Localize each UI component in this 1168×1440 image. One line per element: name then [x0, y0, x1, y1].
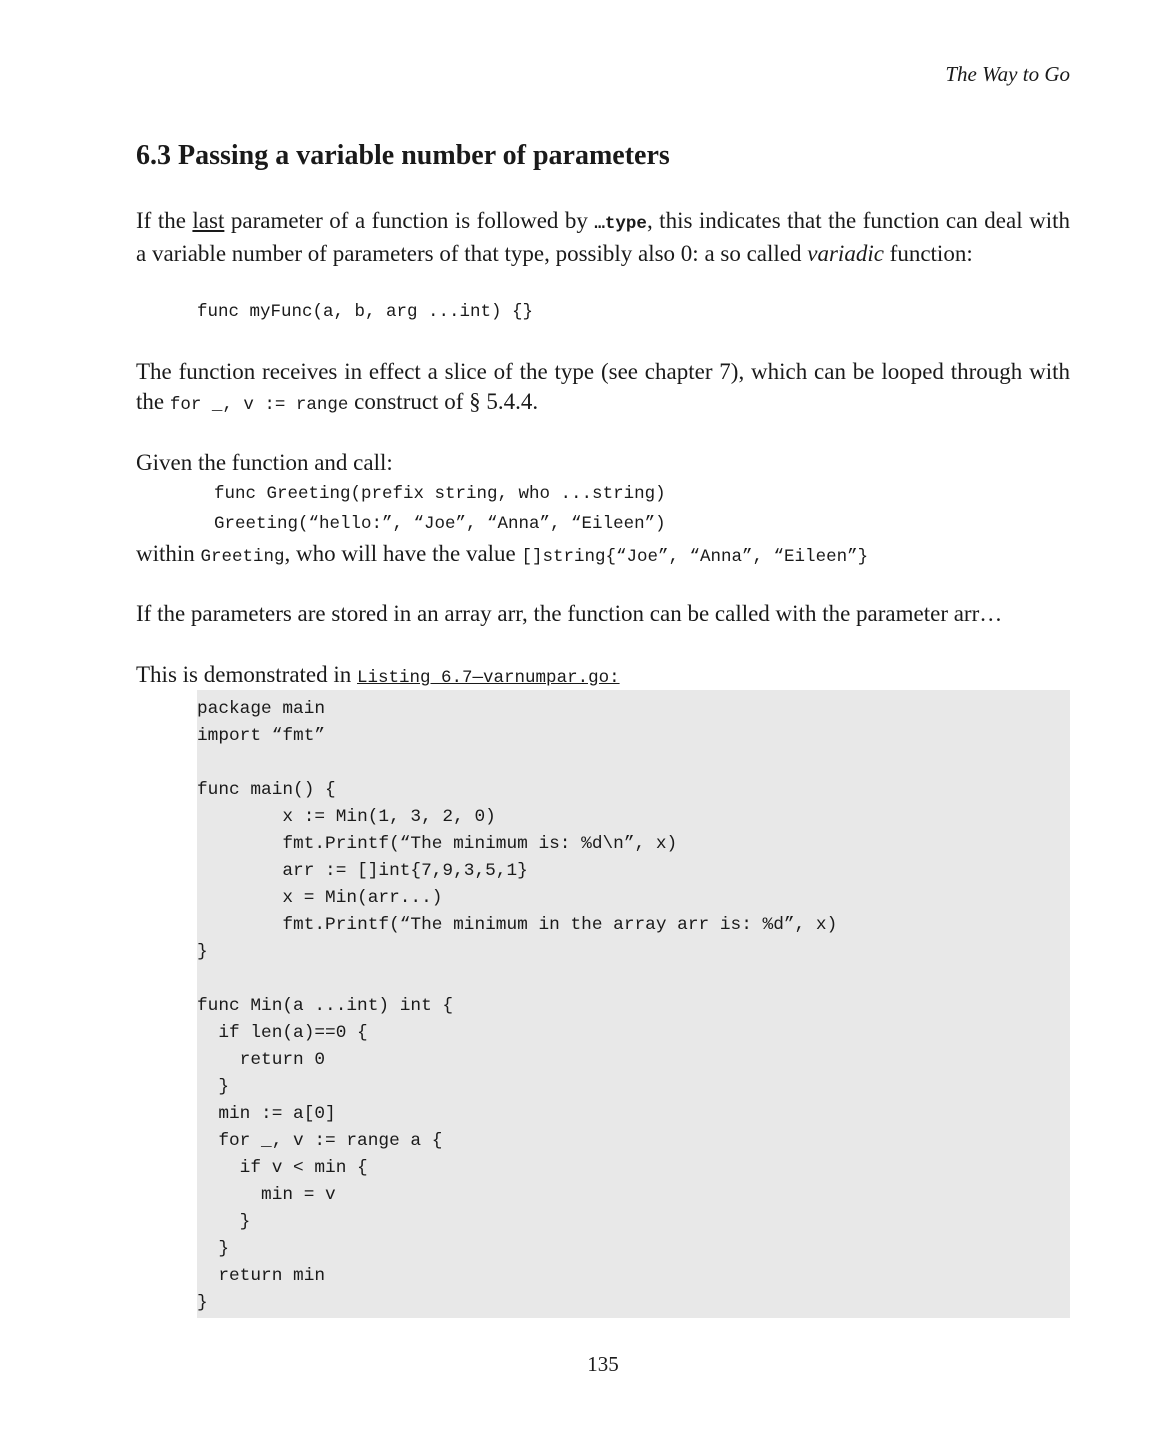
- text: The function receives in effect a slice of the type (see chapter 7), which can be looped through with the: [136, 359, 1070, 414]
- text: construct of § 5.4.4.: [348, 389, 539, 414]
- running-header: The Way to Go: [945, 62, 1070, 86]
- code-greeting-signature: func Greeting(prefix string, who ...string): [214, 484, 666, 504]
- text: This is demonstrated in: [136, 662, 358, 687]
- text: parameter of a function is followed by: [224, 208, 595, 233]
- text: If the: [136, 208, 193, 233]
- code-listing: [197, 690, 1070, 1318]
- text: function:: [883, 241, 973, 266]
- paragraph-within: [136, 539, 1070, 572]
- text: within: [136, 541, 201, 566]
- listing-code: package main import “fmt” func main() { x := Min(1, 3, 2, 0) fmt.Printf(“The minimum is: %d\n”, x) arr := []int{7,9,3,5,1} x = Min(arr...) fmt.Printf(“The minimum in the array arr is: %d”, x) } func Min(a ...int) int { if len(a)==0 { return 0 } min := a[0] for _, v := range a { if v < min { min = v } } return min }: [197, 699, 838, 1313]
- paragraph-variadic-intro: [136, 206, 1070, 269]
- page-number: 135: [587, 1352, 619, 1376]
- inline-code: Greeting: [200, 547, 285, 567]
- section-title: 6.3 Passing a variable number of parameters: [136, 140, 670, 171]
- text: , who will have the value: [284, 541, 522, 566]
- paragraph-demonstrated: [136, 660, 1070, 693]
- paragraph-array: If the parameters are stored in an array arr, the function can be called with the parameter arr…: [136, 601, 1003, 626]
- paragraph-given: Given the function and call:: [136, 450, 393, 475]
- text: , this indicates that the function can deal with a variable number of parameters of that type, possibly also 0: a so called: [136, 208, 1071, 266]
- inline-code: …type: [594, 214, 647, 234]
- inline-code: []string{“Joe”, “Anna”, “Eileen”}: [521, 547, 869, 567]
- listing-reference: Listing 6.7—varnumpar.go:: [357, 668, 620, 688]
- code-greeting-call: Greeting(“hello:”, “Joe”, “Anna”, “Eileen”): [214, 514, 666, 534]
- inline-code: for _, v := range: [169, 395, 349, 415]
- italic-term: variadic: [807, 241, 884, 266]
- code-myfunc: func myFunc(a, b, arg ...int) {}: [197, 302, 534, 322]
- paragraph-slice: [136, 357, 1070, 420]
- underlined-word: last: [192, 208, 225, 233]
